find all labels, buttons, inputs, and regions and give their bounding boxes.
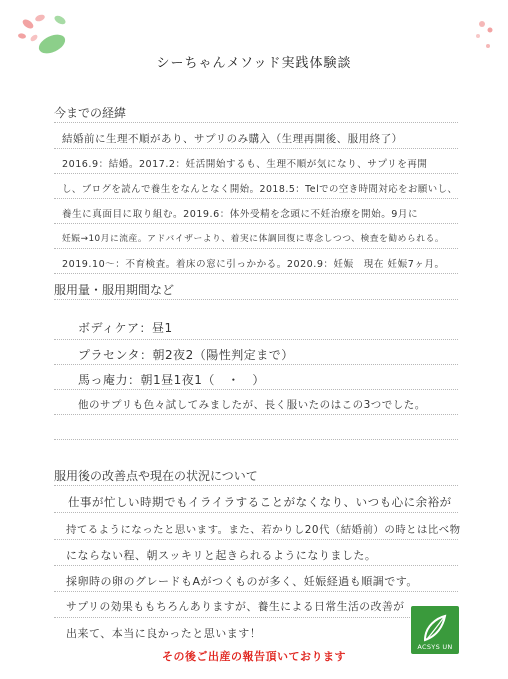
divider bbox=[54, 223, 458, 224]
dosage-line: プラセンタ：朝2夜2（陽性判定まで） bbox=[78, 348, 294, 362]
divider bbox=[54, 148, 458, 149]
dosage-heading: 服用量・服用期間など bbox=[54, 283, 175, 297]
after-line: にならない程、朝スッキリと起きられるようになりました。 bbox=[66, 549, 377, 562]
divider bbox=[54, 565, 458, 566]
company-logo bbox=[411, 606, 459, 654]
divider bbox=[54, 248, 458, 249]
divider bbox=[54, 539, 458, 540]
history-section bbox=[54, 104, 458, 121]
after-heading: 服用後の改善点や現在の状況について bbox=[54, 469, 258, 483]
divider bbox=[54, 198, 458, 199]
history-line: 妊娠→10月に流産。アドバイザーより、着実に体調回復に専念しつつ、検査を勧められる。 bbox=[62, 234, 445, 244]
divider bbox=[54, 122, 458, 123]
divider bbox=[54, 339, 458, 340]
after-line: 仕事が忙しい時期でもイライラすることがなくなり、いつも心に余裕が bbox=[68, 495, 452, 509]
history-line: 2019.10～：不育検査。着床の窓に引っかかる。2020.9：妊娠 現在 妊娠7ヶ月。 bbox=[62, 259, 445, 270]
divider bbox=[54, 364, 458, 365]
divider bbox=[54, 173, 458, 174]
history-line: 養生に真面目に取り組む。2019.6：体外受精を念頭に不妊治療を開始。9月に bbox=[62, 209, 419, 220]
history-line: 2016.9：結婚。2017.2：妊活開始するも、生理不順が気になり、サプリを再開 bbox=[62, 159, 428, 170]
divider bbox=[54, 299, 458, 300]
history-heading: 今までの経緯 bbox=[54, 106, 127, 120]
divider bbox=[54, 485, 458, 486]
divider bbox=[54, 591, 458, 592]
after-line: 持てるようになったと思います。また、若かりし20代（結婚前）の時とは比べ物 bbox=[66, 524, 461, 536]
divider bbox=[54, 512, 458, 513]
after-line: サプリの効果ももちろんありますが、養生による日常生活の改善が bbox=[66, 600, 405, 613]
after-section bbox=[54, 467, 458, 484]
leaves-decoration-icon bbox=[8, 6, 72, 58]
divider bbox=[54, 273, 458, 274]
divider bbox=[54, 617, 458, 618]
history-line: し、ブログを読んで養生をなんとなく開始。2018.5：Telでの空き時間対応をお願いし、 bbox=[62, 184, 458, 195]
divider bbox=[54, 439, 458, 440]
divider bbox=[54, 389, 458, 390]
dosage-line: ボディケア：昼1 bbox=[78, 321, 173, 335]
dosage-line: 馬っ庵力：朝1昼1夜1（ ・ ） bbox=[78, 373, 265, 387]
history-line: 結婚前に生理不順があり、サプリのみ購入（生理再開後、服用終了） bbox=[62, 133, 403, 145]
dosage-section bbox=[54, 281, 458, 298]
divider bbox=[54, 414, 458, 415]
footer-note: その後ご出産の報告頂いております bbox=[162, 650, 346, 663]
page-title: シーちゃんメソッド実践体験談 bbox=[156, 56, 352, 71]
after-line: 出来て、本当に良かったと思います！ bbox=[66, 627, 262, 640]
logo-text: ACSYS UN bbox=[417, 643, 453, 651]
after-line: 採卵時の卵のグレードもAがつくものが多く、妊娠経過も順調です。 bbox=[66, 575, 418, 588]
dosage-line: 他のサプリも色々試してみましたが、長く服いたのはこの3つでした。 bbox=[78, 399, 426, 411]
